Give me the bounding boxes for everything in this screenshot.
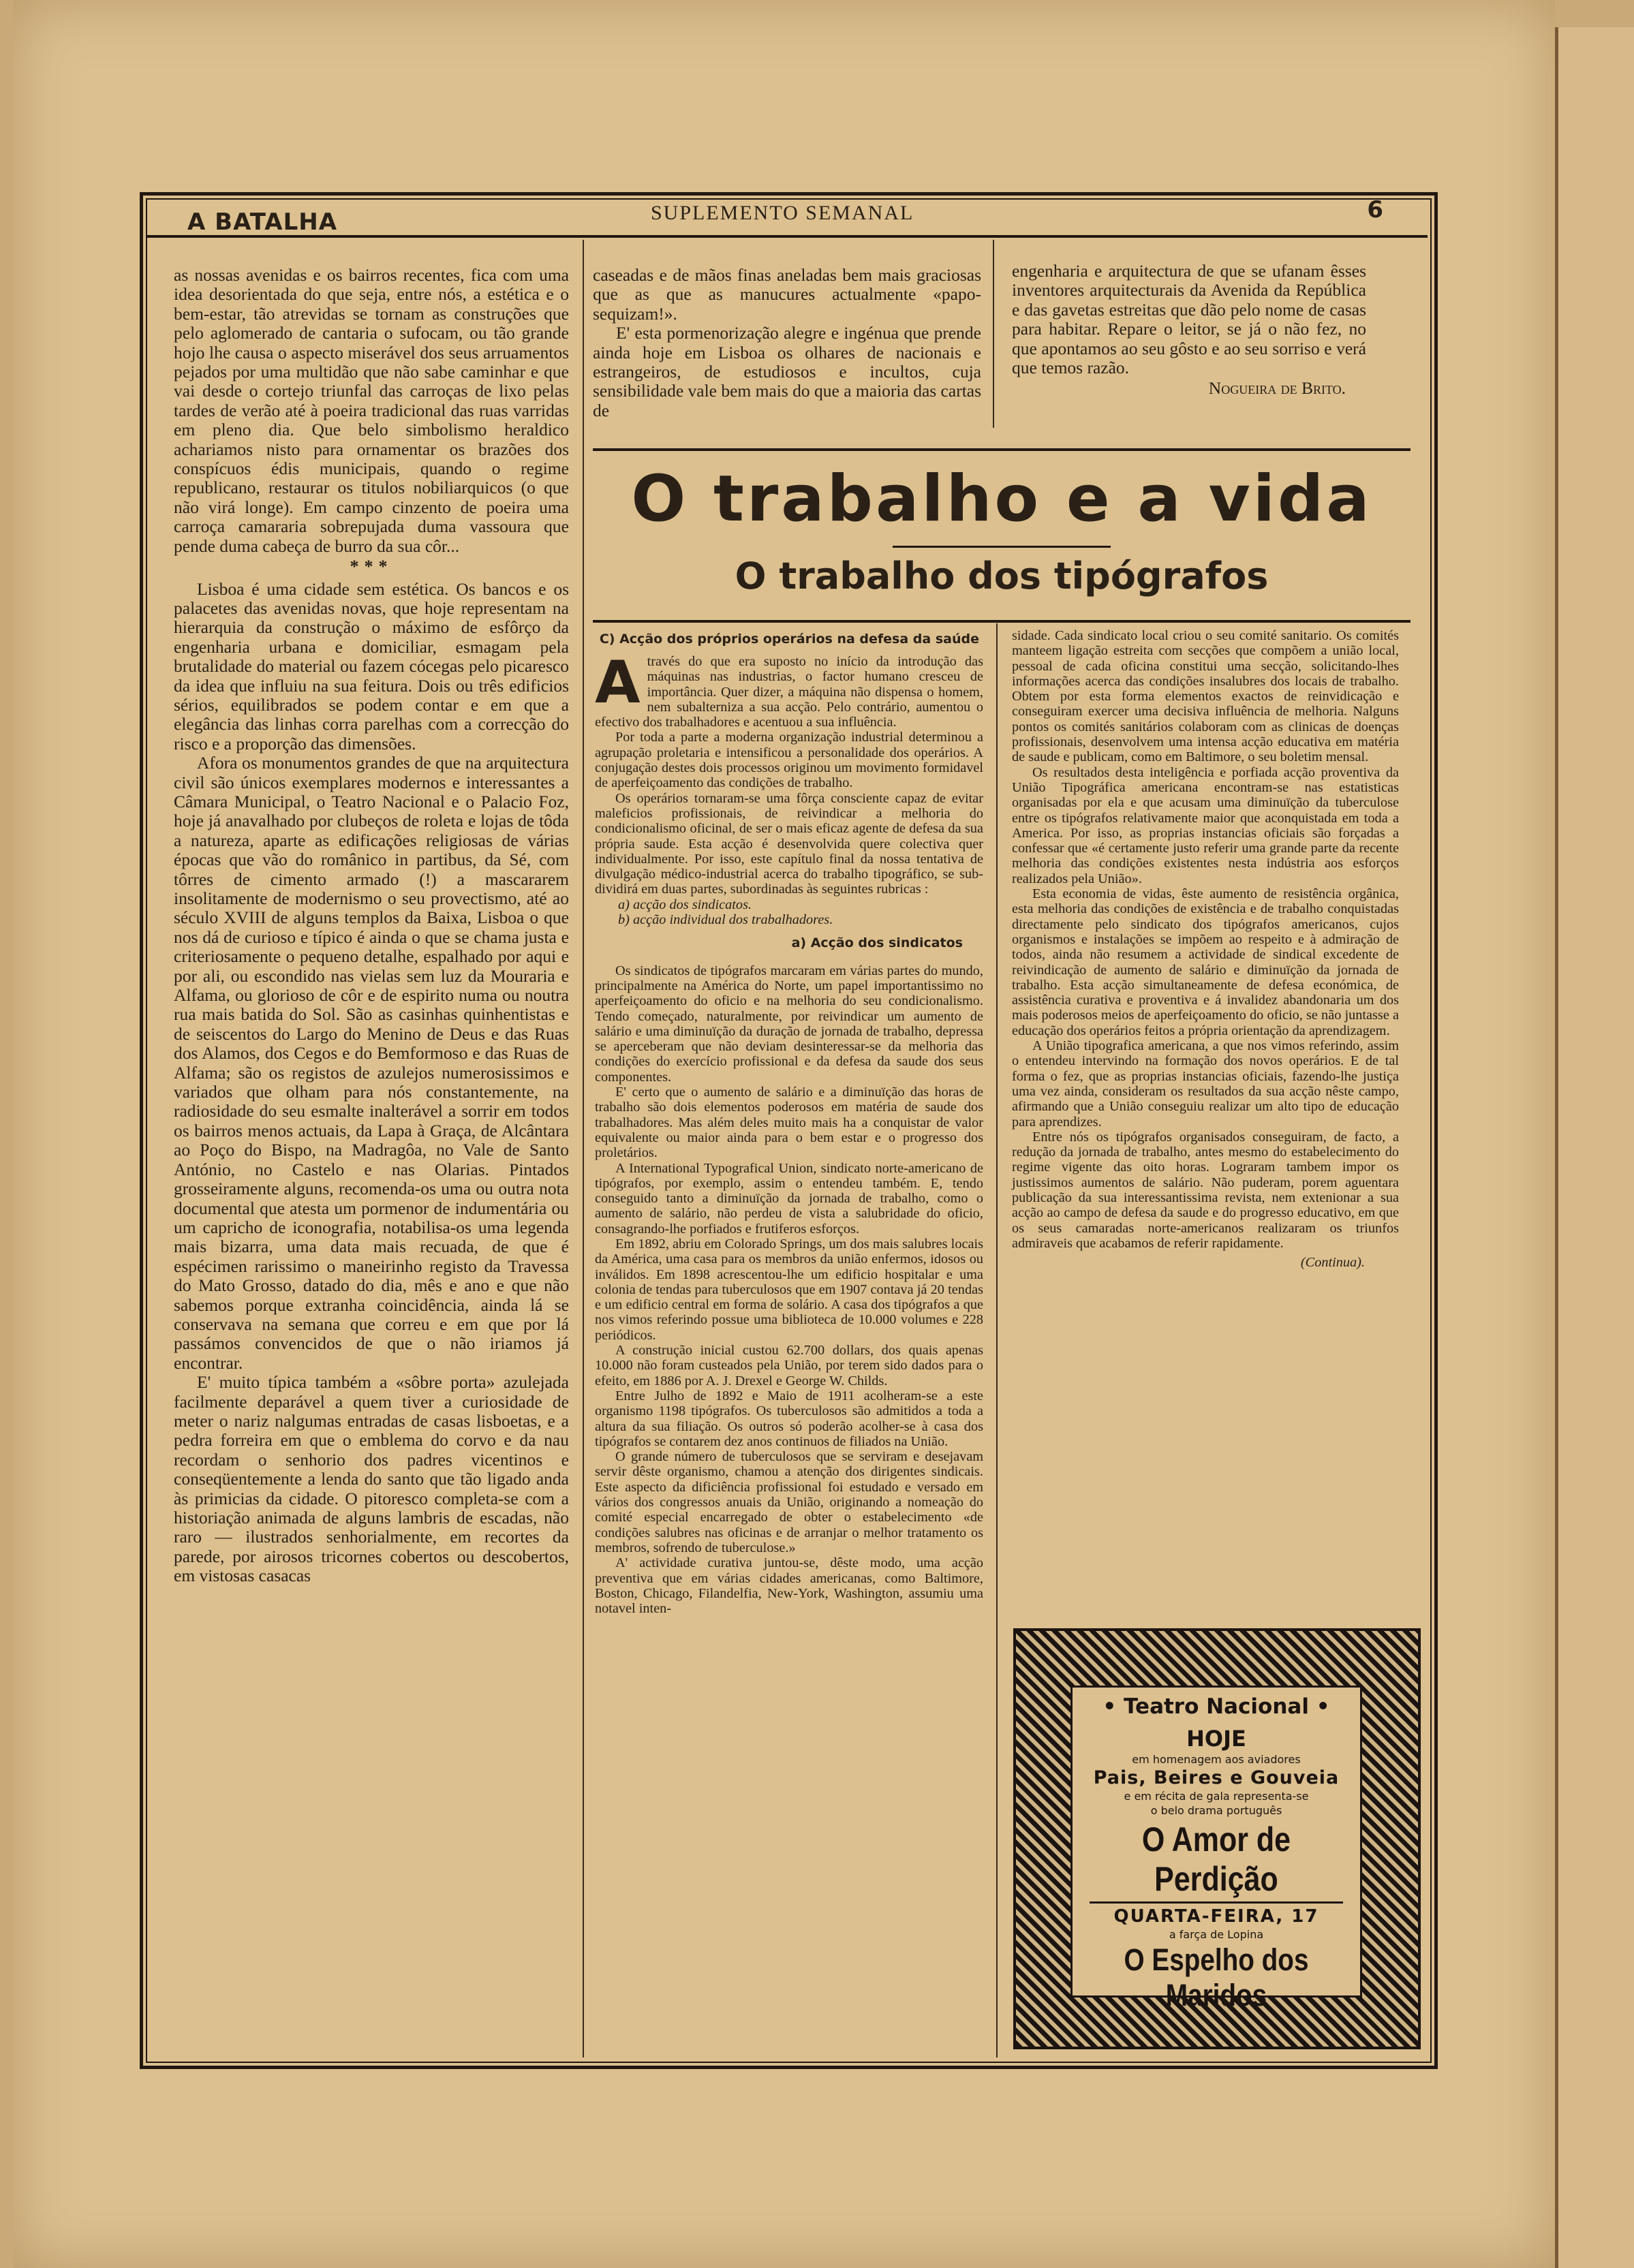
play-title-1: O Amor de Perdição: [1141, 1820, 1291, 1898]
paragraph: Entre nós os tipógrafos organisados conseguiram, de facto, a redução da jornada de trabalho, antes mesmo do estabelecimento do regime vigente das oito horas. Lograram tambem impor os justissimos aumentos de salário. Não puderam, porem aguentara publicação da sua interessantissima revista, nem extenionar a sua acção ao campo de defesa da saude e do progresso educativo, em que os seus camaradas norte-americanos realizaram os triunfos admiraveis que acabamos de referir rapidamente.: [1012, 1129, 1399, 1251]
today-label: HOJE: [1186, 1726, 1246, 1752]
article-subtitle: O trabalho dos tipógrafos: [735, 555, 1269, 597]
masthead: A BATALHA: [187, 208, 338, 236]
paragraph: Por toda a parte a moderna organização industrial determinou a agrupação proletaria e intensificou a personalidade dos operários. A conjugação destes dois processos originou um movimento formidavel de aperfeiçoamento das condições de trabalho.: [595, 730, 983, 791]
paragraph: Em 1892, abriu em Colorado Springs, um dos mais salubres locais da América, uma casa para os membros da união enfermos, idosos ou inválidos. Em 1898 acrescentou-lhe um edificio hospitalar e uma colonia de tendas para tuberculosos que em 1907 contava já 20 tendas e um edificio central em forma de solário. A casa dos tipógrafos a que nos vimos referindo possue uma biblioteca de 10.000 volumes e 228 periódicos.: [595, 1236, 983, 1343]
adjacent-page-edge: [1555, 27, 1634, 2268]
ad-rule: [1090, 1901, 1343, 1904]
advertisement-panel: [1070, 1686, 1362, 2013]
rubric-b: b) acção individual dos trabalhadores.: [618, 912, 833, 928]
continues-note: (Continua).: [1300, 1255, 1365, 1271]
supplement-title: SUPLEMENTO SEMANAL: [651, 202, 914, 224]
paragraph: Os sindicatos de tipógrafos marcaram em várias partes do mundo, principalmente na América do Norte, um papel importantissimo no aperfeiçoamento do oficio e na melhoria do seu condicionalismo. Tendo começado, naturalmente, por reivindicar um aumento de salário e uma diminuïção da duração de jornada de trabalho, depressa se aperceberam que não deviam desinteressar-se da melhoria das condições do exercício profissional e da defesa da saude dos seus componentes.: [595, 963, 983, 1085]
paragraph: A International Typografical Union, sindicato norte-americano de tipógrafos, por exemplo, assim o entendeu também. E, tendo conseguido tanto a diminuïção da jornada de trabalho, como o aumento de salário, não perdeu de vista a salubridade do oficio, consagrando-lhe porfiados e frutiferos esforços.: [595, 1160, 983, 1237]
paragraph: Os resultados desta inteligência e porfiada acção proventiva da União Tipográfica americana encontram-se nas estatisticas organisadas por ela e que acusam uma diminuïção da tuberculose entre os tipógrafos relativamente maior que aconquistada em toda a America. Por isso, as proprias instancias oficiais são forçadas a confessar que «é certamente justo referir uma grande parte da recente melhoria das condições existentes nesta indústria aos esforços realizados pela União».: [1012, 764, 1399, 886]
play-title-2: O Espelho dos Maridos: [1124, 1942, 1309, 2013]
paragraph: Esta economia de vidas, êste aumento de resistência orgânica, esta melhoria das condições de existência e de trabalho conquistadas directamente pelo sindicato dos tipógrafos americanos, cujos organismos e instalações se impõem ao respeito e à admiração de todos, ainda não resumem a actividade de sindical excedente de reivindicação de aumento de salário e diminuïção da jornada de trabalho. Esta acção simultaneamente de defesa económica, de assistência curativa e proventiva e á invalidez abandonaria um dos mais poderosos meios de aperfeiçoamento do oficio, se não juntasse a educação dos operários feitos a própria orientação da aprendizagem.: [1012, 886, 1399, 1038]
rubric-a: a) acção dos sindicatos.: [618, 897, 752, 912]
ad-line: o belo drama português: [1150, 1804, 1282, 1817]
column-1: [174, 266, 569, 1586]
paragraph: A União tipografica americana, a que nos vimos referindo, assim o entendeu intervindo na formação dos novos operários. E de tal forma o fez, que as proprias instancias oficiais, fazendo-lhe justiça uma vez ainda, consideram os resultados da sua acção nêste campo, afirmando que a União conseguiu realizar um alto tipo de educação para aprendizes.: [1012, 1038, 1399, 1130]
paragraph: E' certo que o aumento de salário e a diminuïção das horas de trabalho são dois elementos poderosos em matéria de saude dos trabalhadores. Mas além deles muito mais ha a conquistar de valor equivalente ou maior ainda para o bem estar e o progresso dos proletários.: [595, 1085, 983, 1161]
author-signature: Nogueira de Brito.: [1208, 378, 1346, 399]
paragraph: A' actividade curativa juntou-se, dêste modo, uma acção preventiva que em várias cidades americanas, como Baltimore, Boston, Chicago, Filandelfia, New-York, Washington, assumiu uma notavel inten-: [595, 1555, 983, 1617]
article-column-3: [1012, 628, 1399, 1270]
theatre-name: • Teatro Nacional •: [1103, 1694, 1330, 1719]
header-rule: [147, 235, 1428, 238]
paragraph: O grande número de tuberculosos que se serviram e desejavam servir dêste organismo, chamou a atenção dos dirigentes sindicais. Este aspecto da dificiência profissional foi estudado e versado em vários dos congressos anuais da União, originando a nomeação do comité especial encarregado de obter o estabelecimento «de condições salubres nas oficinas e de arranjar o melhor tratamento os membros, sofrendo de tuberculose.»: [595, 1449, 983, 1555]
paragraph: Entre Julho de 1892 e Maio de 1911 acolheram-se a este organismo 1198 tipógrafos. Os tuberculosos são admitidos a toda a altura da sua filiação. Os outros só poderão acolher-se à casa dos tipógrafos se contarem dez anos continuos de filiados na União.: [595, 1388, 983, 1449]
section-heading-c: C) Acção dos próprios operários na defesa da saúde: [599, 632, 979, 647]
ad-line: em homenagem aos aviadores: [1132, 1753, 1301, 1766]
section-heading-a: a) Acção dos sindicatos: [791, 935, 963, 951]
drop-cap: A: [595, 649, 641, 717]
column-rule-2: [996, 623, 998, 2057]
page-header: [167, 196, 1404, 237]
paragraph: sidade. Cada sindicato local criou o seu comité sanitario. Os comités manteem ligação estreita com secções que compõem a união local, pessoal de cada oficina constitui uma secção, solicitando-lhes informações acerca das condições insalubres dos locais de trabalho. Obtem por esta forma elementos exactos de reinvidicação e conseguiram exercer uma decisiva influência de melhoria. Nalguns pontos os comités sanitários colaboram com as clinicas de doenças profissionais, desenvolvem uma intensa acção educativa em matéria de saude e publicam, como em Baltimore, o seu boletim mensal.: [1012, 628, 1399, 765]
theatre-advertisement: [1013, 1628, 1421, 2049]
paragraph: A construção inicial custou 62.700 dollars, dos quais apenas 10.000 não foram custeados pela União, por terem sido dados para o efeito, em 1886 por A. J. Drexel e George W. Childs.: [595, 1343, 983, 1388]
ad-line: e em récita de gala representa-se: [1124, 1790, 1309, 1803]
column-rule-2-top: [993, 240, 994, 428]
title-rule: [893, 546, 1111, 548]
separator: ***: [350, 557, 393, 577]
article-title-block: [593, 448, 1411, 623]
paragraph: caseadas e de mãos finas aneladas bem mais graciosas que as que as manucures actualmente «papo-sequizam!».: [593, 265, 981, 324]
aviator-names: Pais, Beires e Gouveia: [1093, 1767, 1340, 1788]
page-number: 6: [1367, 196, 1383, 223]
paragraph: engenharia e arquitectura de que se ufanam êsses inventores arquitecturais da Avenida da República e das gavetas estreitas que dão pelo nome de casas para habitar. Repare o leitor, se já o não fez, no que apontamos ao seu gôsto e ao seu sorriso e verá que temos razão.: [1012, 261, 1366, 378]
paragraph: Os operários tornaram-se uma fôrça consciente capaz de evitar maleficios profissionais, de reivindicar a melhoria do condicionalismo oficinal, de ser o mais eficaz agente de defesa da sua própria saude. Esta acção é desenvolvida quere colectiva quer individualmente. Por isso, este capítulo final da nossa tentativa de divulgação médico-industrial acerca do trabalho tipográfico, se sub-dividirá em duas partes, subordinadas às seguintes rubricas :: [595, 790, 983, 897]
paragraph: Lisboa é uma cidade sem estética. Os bancos e os palacetes das avenidas novas, que hoje representam na hierarquia da construção o máximo de esfôrço da engenharia urbana e domiciliar, esmagam pela brutalidade do material ou fazem cócegas pelo picaresco da idea que influiu na sua feitura. Dois ou três edificios sérios, equilibrados se podem contar e em que a elegância das linhas corra parelhas com a correcção do risco e a proporção das dimensões.: [174, 578, 569, 754]
paragraph: E' esta pormenorização alegre e ingénua que prende ainda hoje em Lisboa os olhares de nacionais e estrangeiros, de estudiosos e incultos, cuja sensibilidade vale bem mais do que a maioria das cartas de: [593, 323, 982, 420]
paragraph: as nossas avenidas e os bairros recentes, fica com uma idea desorientada do que seja, entre nós, a estética e o bem-estar, tão atrevidas se tornam as construções que pelo aglomerado de cantaria o sufocam, ou tão grande hojo lhe causa o aspecto miserável dos seus arruamentos pejados por uma multidão que não sabe caminhar e que vai desde o cortejo triunfal das carroças de lixo pelas tardes de verão até à poeira tradicional das ruas varridas em pleno dia. Que belo simbolismo heraldico achariamos nisto para ornamentar os brazões dos conspícuos édis municipais, quando o regime republicano, restaurar os titulos nobiliarquicos (o que não virá longe). Em campo cinzento de poeira uma carroça camararia sobrepujada duma vassoura que pende duma cabeça de burro da sua côr...: [174, 265, 569, 556]
article-title: O trabalho e a vida: [631, 462, 1372, 536]
column-2-top: [593, 266, 981, 420]
paragraph: Afora os monumentos grandes de que na arquitectura civil são únicos exemplares modernos e interessantes a Câmara Municipal, o Teatro Nacional e o Palacio Foz, hoje já anavalhado por clubeços de roleta e lojas de tôda a natureza, aparte as edificações religiosas de várias épocas que vão do românico in partibus, da Sé, com tôrres de cimento armado (!) a mascararem insolitamente de modernismo o seu provectismo, até ao século XVIII de alguns templos da Baixa, Lisboa o que nos dá de curioso e típico é ainda o que se chama justa e criteriosamente o pequeno detalhe, espalhado por aqui e por ali, ou escondido nas vielas sem luz da Mouraria e Alfama, ou glorioso de côr e de espirito numa ou noutra rua mais batida do Sol. São as casinhas quinhentistas e de seiscentos do Largo do Menino de Deus e das Ruas dos Alamos, dos Cegos e do Bemformoso e das Ruas de Alfama; são os registos de azulejos numerosissimos e variados que olham para nós constantemente, na radiosidade do seu esmalte inalterável a sorrir em todos os bairros menos actuais, da Lapa à Graça, de Alcântara ao Poço do Bispo, na Madragôa, no Vale de Santo António, no Castelo e nas Olarias. Pintados grosseiramente alguns, recomenda-os uma ou outra nota documental que atesta um pormenor de indumentária ou um capricho de iconografia, notabilisa-os uma legenda mais bizarra, uma data mais recuada, de que é espécimen rarissimo o maneirinho registo da Travessa do Mato Grosso, datado do dia, mês e ano e que não sabemos porque extranha coincidência, ainda lá se conservava na semana que correu e em que por lá passámos convencidos de que o não iriamos já encontrar.: [174, 753, 569, 1373]
ad-line: a farça de Lopina: [1169, 1928, 1264, 1941]
article-column-2: [595, 630, 983, 1616]
paragraph: través do que era suposto no início da introdução das máquinas nas industrias, o factor humano cresceu de importância. Quer dizer, a máquina não dispensa o homem, nem subalterniza a sua acção. Pelo contrário, aumentou o efectivo dos trabalhadores e acentuou a sua influência.: [595, 654, 983, 730]
performance-day: QUARTA-FEIRA, 17: [1113, 1906, 1319, 1927]
column-rule-1: [583, 240, 584, 2057]
paragraph: E' muito típica também a «sôbre porta» azulejada facilmente deparável a quem tiver a curiosidade de meter o nariz nalgumas entradas de casas lisboetas, e a pedra forreira em que o emblema do corvo e da nau recordam o senhorio dos padres vicentinos e conseqüentemente a lenda do santo que tão ligado anda às primicias da cidade. O pitoresco completa-se com a historiação animada de alguns lambris de escadas, não raro — ilustrados senhorialmente, em recortes da parede, por airosos tricornes cobertos ou descobertos, em vistosas casacas: [174, 1372, 569, 1586]
column-3-top: [1012, 262, 1366, 399]
